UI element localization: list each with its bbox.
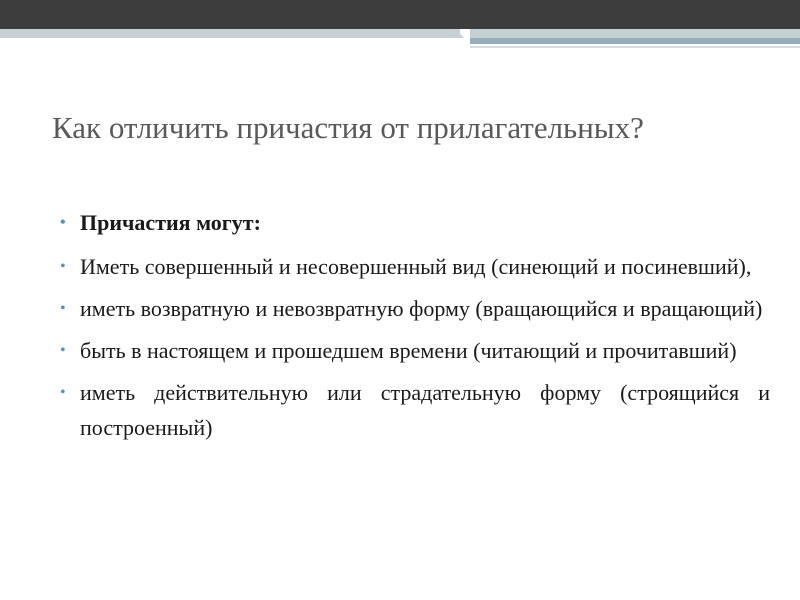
list-item-text: Причастия могут: [80, 210, 261, 235]
list-item-text: иметь действительную или страдательную форму (строящийся и построенный) [80, 380, 770, 440]
list-item-text: иметь возвратную и невозвратную форму (вращающийся и вращающий) [80, 296, 763, 321]
top-bar [0, 0, 800, 29]
list-item [55, 333, 770, 368]
list-item [55, 249, 770, 284]
stripe-notch [456, 29, 464, 38]
top-stripe-line [470, 46, 800, 48]
bullet-list [55, 205, 770, 452]
list-item-text: быть в настоящем и прошедшем времени (читающий и прочитавший) [80, 338, 737, 363]
list-item [55, 375, 770, 445]
top-stripe-left [0, 29, 460, 38]
list-item [55, 291, 770, 326]
slide-title: Как отличить причастия от прилагательных? [52, 110, 644, 145]
bullet-icon: • [60, 258, 66, 275]
list-item-text: Иметь совершенный и несовершенный вид (синеющий и посиневший), [80, 254, 752, 279]
bullet-icon: • [60, 384, 66, 401]
bullet-icon: • [60, 214, 66, 231]
bullet-icon: • [60, 342, 66, 359]
top-stripe-right [470, 29, 800, 38]
bullet-icon: • [60, 300, 66, 317]
list-item [55, 205, 770, 240]
top-stripe-accent [470, 38, 800, 44]
